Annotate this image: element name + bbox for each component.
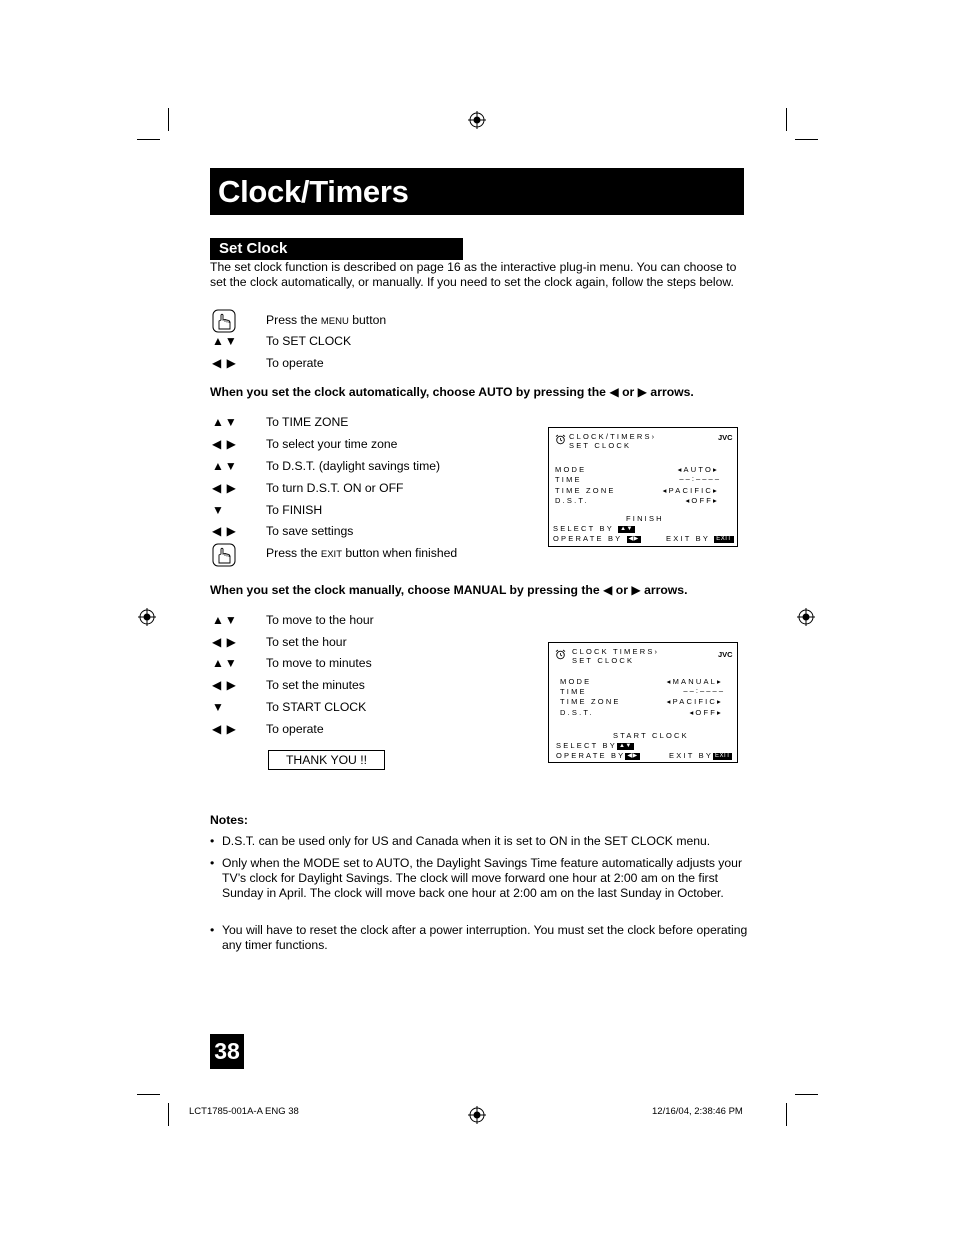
osd-dst-value: ◂OFF▸: [685, 496, 719, 505]
osd-time-value: – – : – – – –: [679, 474, 719, 483]
up-down-arrows-icon: ▲▼: [212, 459, 238, 473]
registration-mark-icon: [468, 111, 486, 129]
osd-exit-hint: EXIT BY EXIT: [666, 534, 732, 543]
page-title-bar: [210, 168, 744, 215]
step-press-exit: Press the EXIT button when finished: [266, 546, 458, 560]
osd-timezone-label: TIME ZONE: [555, 486, 616, 495]
auto-heading: When you set the clock automatically, choose AUTO by pressing the ◀ or ▶ arrows.: [210, 385, 694, 399]
up-down-key-icon: ▲▼: [618, 742, 632, 749]
menu-key-label: MENU: [320, 316, 349, 327]
intro-paragraph: The set clock function is described on page 16 as the interactive plug-in menu. You can choose to set the clock automatically, or manually. If you need to set the clock again, follow the steps below.: [210, 260, 737, 289]
thank-you-box: THANK YOU !!: [268, 750, 385, 770]
footer-timestamp: 12/16/04, 2:38:46 PM: [652, 1106, 743, 1117]
crop-mark: [786, 108, 787, 131]
jvc-logo: JVC: [718, 433, 733, 442]
osd-time-label: TIME: [555, 475, 582, 484]
crop-mark: [168, 1103, 169, 1126]
registration-mark-icon: [468, 1106, 486, 1124]
osd-timezone-label: TIME ZONE: [560, 697, 621, 706]
notes-heading: Notes:: [210, 813, 248, 827]
crop-mark: [137, 1094, 160, 1095]
osd-header-menu: CLOCK TIMERS›: [572, 647, 660, 656]
osd-dst-label: D.S.T.: [560, 708, 594, 717]
down-arrow-icon: ▼: [212, 503, 225, 517]
step-finish: To FINISH: [266, 503, 323, 517]
alarm-clock-icon: [555, 649, 566, 660]
exit-key-icon: EXIT: [716, 535, 732, 542]
osd-mode-label: MODE: [555, 465, 587, 474]
exit-key-icon: EXIT: [715, 752, 731, 759]
step-dst-on-off: To turn D.S.T. ON or OFF: [266, 481, 404, 495]
osd-mode-value: ◂AUTO▸: [677, 465, 719, 474]
bullet-icon: •: [210, 834, 215, 848]
up-down-arrows-icon: ▲▼: [212, 334, 238, 348]
step-time-zone: To TIME ZONE: [266, 415, 349, 429]
crop-mark: [786, 1103, 787, 1126]
osd-timezone-value: ◂PACIFIC▸: [662, 486, 719, 495]
step-move-minutes: To move to minutes: [266, 656, 372, 670]
step-operate: To operate: [266, 356, 324, 370]
osd-operate-hint: OPERATE BY ◀▶: [553, 534, 639, 543]
step-press-menu: Press the MENU button: [266, 313, 387, 327]
step-move-hour: To move to the hour: [266, 613, 374, 627]
osd-mode-value: ◂MANUAL▸: [666, 677, 723, 686]
up-down-key-icon: ▲▼: [620, 525, 633, 532]
step-dst: To D.S.T. (daylight savings time): [266, 459, 441, 473]
step-set-hour: To set the hour: [266, 635, 347, 649]
page-title: Clock/Timers: [218, 174, 409, 209]
left-right-key-icon: ◀▶: [627, 752, 638, 759]
alarm-clock-icon: [555, 434, 566, 445]
osd-operate-hint: OPERATE BY ◀▶: [556, 751, 638, 760]
osd-mode-label: MODE: [560, 677, 592, 686]
bullet-icon: •: [210, 923, 215, 937]
step-select-time-zone: To select your time zone: [266, 437, 398, 451]
up-down-arrows-icon: ▲▼: [212, 613, 238, 627]
osd-select-hint: SELECT BY ▲▼: [553, 524, 633, 533]
osd-select-hint: SELECT BY ▲▼: [556, 741, 632, 750]
osd-dst-value: ◂OFF▸: [689, 708, 723, 717]
bullet-icon: •: [210, 856, 215, 870]
osd-timezone-value: ◂PACIFIC▸: [666, 697, 723, 706]
osd-header-submenu: SET CLOCK: [569, 441, 632, 450]
crop-mark: [168, 108, 169, 131]
manual-heading: When you set the clock manually, choose MANUAL by pressing the ◀ or ▶ arrows.: [210, 583, 688, 597]
step-save-settings: To save settings: [266, 524, 354, 538]
page-number: 38: [210, 1034, 244, 1069]
left-right-arrows-icon: ◀ ▶: [212, 481, 237, 495]
step-start-clock: To START CLOCK: [266, 700, 367, 714]
step-set-clock: To SET CLOCK: [266, 334, 352, 348]
crop-mark: [137, 139, 160, 140]
registration-mark-icon: [797, 608, 815, 626]
left-right-key-icon: ◀▶: [628, 535, 639, 542]
osd-screen-manual: [548, 642, 738, 763]
osd-screen-auto: [548, 427, 738, 547]
osd-finish: FINISH: [626, 514, 664, 523]
step-operate-manual: To operate: [266, 722, 324, 736]
hand-press-icon: [212, 309, 236, 333]
osd-header-menu: CLOCK/TIMERS›: [569, 432, 657, 441]
section-title: Set Clock: [219, 240, 288, 257]
left-right-arrows-icon: ◀ ▶: [212, 356, 237, 370]
up-down-arrows-icon: ▲▼: [212, 415, 238, 429]
crop-mark: [795, 1094, 818, 1095]
note-item: • Only when the MODE set to AUTO, the Daylight Savings Time feature automatically adjusts your TV’s clock for Daylight Savings. The clock will move forward one hour at 2:00 am on the first Sunday in April. The clock will move back one hour at 2:00 am on the last Sunday in October.: [210, 856, 743, 900]
osd-time-label: TIME: [560, 687, 587, 696]
hand-press-icon: [212, 543, 236, 567]
footer-doc-id: LCT1785-001A-A ENG 38: [189, 1106, 299, 1117]
osd-exit-hint: EXIT BY EXIT: [669, 751, 731, 760]
osd-header-submenu: SET CLOCK: [572, 656, 635, 665]
jvc-logo: JVC: [718, 650, 733, 659]
step-set-minutes: To set the minutes: [266, 678, 365, 692]
left-right-arrows-icon: ◀ ▶: [212, 524, 237, 538]
section-header-bar: [210, 238, 463, 260]
osd-time-value: – – : – – – –: [683, 686, 723, 695]
note-item: • You will have to reset the clock after a power interruption. You must set the clock before operating any timer functions.: [210, 923, 748, 952]
note-item: • D.S.T. can be used only for US and Canada when it is set to ON in the SET CLOCK menu.: [210, 834, 711, 848]
up-down-arrows-icon: ▲▼: [212, 656, 238, 670]
osd-start-clock: START CLOCK: [613, 731, 689, 740]
left-right-arrows-icon: ◀ ▶: [212, 635, 237, 649]
registration-mark-icon: [138, 608, 156, 626]
crop-mark: [795, 139, 818, 140]
left-right-arrows-icon: ◀ ▶: [212, 722, 237, 736]
down-arrow-icon: ▼: [212, 700, 225, 714]
osd-dst-label: D.S.T.: [555, 496, 589, 505]
exit-key-label: EXIT: [320, 549, 342, 560]
left-right-arrows-icon: ◀ ▶: [212, 678, 237, 692]
left-right-arrows-icon: ◀ ▶: [212, 437, 237, 451]
